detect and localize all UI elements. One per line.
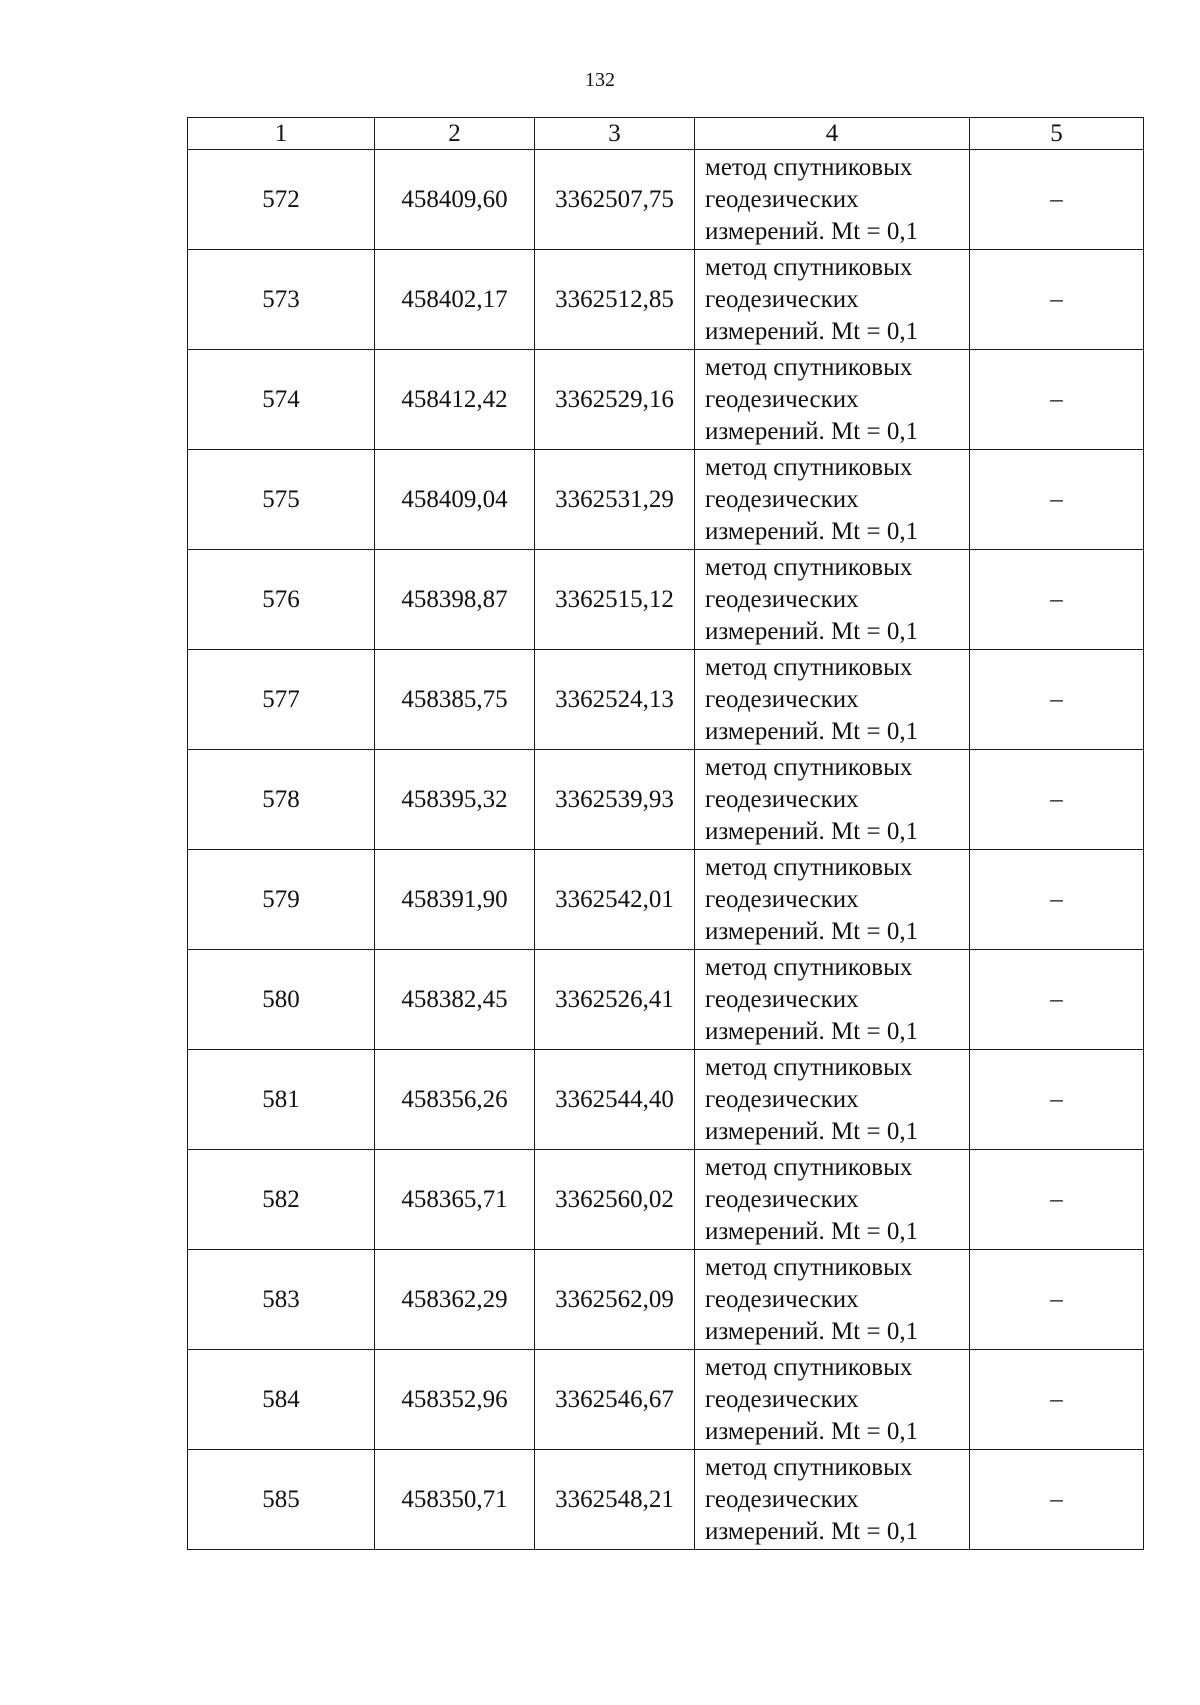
method-text-line: метод спутниковых — [705, 953, 913, 981]
column-header-1: 1 — [188, 118, 375, 150]
x-coordinate-cell: 458365,71 — [375, 1150, 535, 1250]
method-text-line: измерений. Mt = 0,1 — [705, 1117, 919, 1145]
column-header-4: 4 — [695, 118, 970, 150]
method-text-line: метод спутниковых — [705, 1353, 913, 1381]
method-text-line: измерений. Mt = 0,1 — [705, 1317, 919, 1345]
method-text-line: измерений. Mt = 0,1 — [705, 1517, 919, 1545]
point-number-cell: 579 — [188, 850, 375, 950]
method-cell — [695, 1450, 970, 1550]
method-cell — [695, 1050, 970, 1150]
y-coordinate-cell: 3362542,01 — [535, 850, 695, 950]
table-row — [188, 950, 1144, 1050]
point-number-cell: 581 — [188, 1050, 375, 1150]
x-coordinate-cell: 458409,60 — [375, 150, 535, 250]
method-text-line: метод спутниковых — [705, 253, 913, 281]
table-row — [188, 650, 1144, 750]
x-coordinate-cell: 458356,26 — [375, 1050, 535, 1150]
method-cell — [695, 850, 970, 950]
x-coordinate-cell: 458409,04 — [375, 450, 535, 550]
method-cell — [695, 450, 970, 550]
point-number-cell: 580 — [188, 950, 375, 1050]
y-coordinate-cell: 3362544,40 — [535, 1050, 695, 1150]
point-number-cell: 576 — [188, 550, 375, 650]
note-cell: – — [970, 550, 1144, 650]
y-coordinate-cell: 3362512,85 — [535, 250, 695, 350]
table-row — [188, 1450, 1144, 1550]
y-coordinate-cell: 3362531,29 — [535, 450, 695, 550]
coordinates-table — [187, 117, 1144, 1550]
note-cell: – — [970, 150, 1144, 250]
note-cell: – — [970, 1350, 1144, 1450]
x-coordinate-cell: 458398,87 — [375, 550, 535, 650]
method-text-line: геодезических — [705, 1385, 859, 1413]
column-header-2: 2 — [375, 118, 535, 150]
method-cell — [695, 150, 970, 250]
method-text-line: измерений. Mt = 0,1 — [705, 317, 919, 345]
method-text-line: метод спутниковых — [705, 753, 913, 781]
point-number-cell: 578 — [188, 750, 375, 850]
method-text-line: метод спутниковых — [705, 353, 913, 381]
method-text-line: измерений. Mt = 0,1 — [705, 917, 919, 945]
x-coordinate-cell: 458395,32 — [375, 750, 535, 850]
method-text-line: метод спутниковых — [705, 1453, 913, 1481]
method-text-line: геодезических — [705, 1485, 859, 1513]
method-cell — [695, 1250, 970, 1350]
method-text-line: измерений. Mt = 0,1 — [705, 217, 919, 245]
y-coordinate-cell: 3362539,93 — [535, 750, 695, 850]
x-coordinate-cell: 458362,29 — [375, 1250, 535, 1350]
table-row — [188, 750, 1144, 850]
note-cell: – — [970, 950, 1144, 1050]
table-header — [188, 118, 1144, 150]
method-text-line: геодезических — [705, 685, 859, 713]
method-text-line: геодезических — [705, 785, 859, 813]
method-text-line: геодезических — [705, 285, 859, 313]
point-number-cell: 575 — [188, 450, 375, 550]
x-coordinate-cell: 458350,71 — [375, 1450, 535, 1550]
note-cell: – — [970, 750, 1144, 850]
method-text-line: геодезических — [705, 1185, 859, 1213]
method-text-line: измерений. Mt = 0,1 — [705, 817, 919, 845]
x-coordinate-cell: 458382,45 — [375, 950, 535, 1050]
y-coordinate-cell: 3362546,67 — [535, 1350, 695, 1450]
table-row — [188, 1150, 1144, 1250]
method-text-line: измерений. Mt = 0,1 — [705, 1417, 919, 1445]
method-text-line: измерений. Mt = 0,1 — [705, 1217, 919, 1245]
method-cell — [695, 350, 970, 450]
point-number-cell: 574 — [188, 350, 375, 450]
method-text-line: метод спутниковых — [705, 653, 913, 681]
method-text-line: измерений. Mt = 0,1 — [705, 717, 919, 745]
y-coordinate-cell: 3362548,21 — [535, 1450, 695, 1550]
note-cell: – — [970, 250, 1144, 350]
method-text-line: метод спутниковых — [705, 853, 913, 881]
point-number-cell: 577 — [188, 650, 375, 750]
method-text-line: измерений. Mt = 0,1 — [705, 1017, 919, 1045]
table-body — [188, 150, 1144, 1550]
method-cell — [695, 1150, 970, 1250]
table-row — [188, 350, 1144, 450]
point-number-cell: 582 — [188, 1150, 375, 1250]
method-text-line: метод спутниковых — [705, 153, 913, 181]
table-row — [188, 150, 1144, 250]
note-cell: – — [970, 1450, 1144, 1550]
method-text-line: геодезических — [705, 985, 859, 1013]
x-coordinate-cell: 458402,17 — [375, 250, 535, 350]
method-cell — [695, 650, 970, 750]
method-cell — [695, 550, 970, 650]
method-text-line: метод спутниковых — [705, 553, 913, 581]
method-text-line: геодезических — [705, 1085, 859, 1113]
table-row — [188, 1350, 1144, 1450]
method-text-line: геодезических — [705, 385, 859, 413]
point-number-cell: 573 — [188, 250, 375, 350]
x-coordinate-cell: 458412,42 — [375, 350, 535, 450]
y-coordinate-cell: 3362526,41 — [535, 950, 695, 1050]
method-text-line: измерений. Mt = 0,1 — [705, 517, 919, 545]
note-cell: – — [970, 850, 1144, 950]
method-text-line: метод спутниковых — [705, 1053, 913, 1081]
note-cell: – — [970, 1050, 1144, 1150]
table-row — [188, 450, 1144, 550]
x-coordinate-cell: 458352,96 — [375, 1350, 535, 1450]
table-row — [188, 550, 1144, 650]
y-coordinate-cell: 3362515,12 — [535, 550, 695, 650]
y-coordinate-cell: 3362529,16 — [535, 350, 695, 450]
table-row — [188, 1050, 1144, 1150]
method-text-line: геодезических — [705, 1285, 859, 1313]
method-cell — [695, 250, 970, 350]
note-cell: – — [970, 450, 1144, 550]
y-coordinate-cell: 3362507,75 — [535, 150, 695, 250]
method-cell — [695, 750, 970, 850]
method-text-line: метод спутниковых — [705, 1153, 913, 1181]
column-header-5: 5 — [970, 118, 1144, 150]
method-text-line: метод спутниковых — [705, 1253, 913, 1281]
x-coordinate-cell: 458391,90 — [375, 850, 535, 950]
method-cell — [695, 1350, 970, 1450]
point-number-cell: 585 — [188, 1450, 375, 1550]
method-text-line: измерений. Mt = 0,1 — [705, 417, 919, 445]
y-coordinate-cell: 3362562,09 — [535, 1250, 695, 1350]
y-coordinate-cell: 3362524,13 — [535, 650, 695, 750]
header-row — [188, 118, 1144, 150]
method-text-line: измерений. Mt = 0,1 — [705, 617, 919, 645]
method-text-line: геодезических — [705, 185, 859, 213]
table-row — [188, 250, 1144, 350]
note-cell: – — [970, 350, 1144, 450]
page-number: 132 — [585, 69, 615, 91]
note-cell: – — [970, 650, 1144, 750]
note-cell: – — [970, 1250, 1144, 1350]
method-cell — [695, 950, 970, 1050]
point-number-cell: 572 — [188, 150, 375, 250]
y-coordinate-cell: 3362560,02 — [535, 1150, 695, 1250]
table-row — [188, 1250, 1144, 1350]
point-number-cell: 584 — [188, 1350, 375, 1450]
method-text-line: геодезических — [705, 585, 859, 613]
method-text-line: геодезических — [705, 885, 859, 913]
column-header-3: 3 — [535, 118, 695, 150]
table-row — [188, 850, 1144, 950]
point-number-cell: 583 — [188, 1250, 375, 1350]
method-text-line: геодезических — [705, 485, 859, 513]
x-coordinate-cell: 458385,75 — [375, 650, 535, 750]
note-cell: – — [970, 1150, 1144, 1250]
method-text-line: метод спутниковых — [705, 453, 913, 481]
